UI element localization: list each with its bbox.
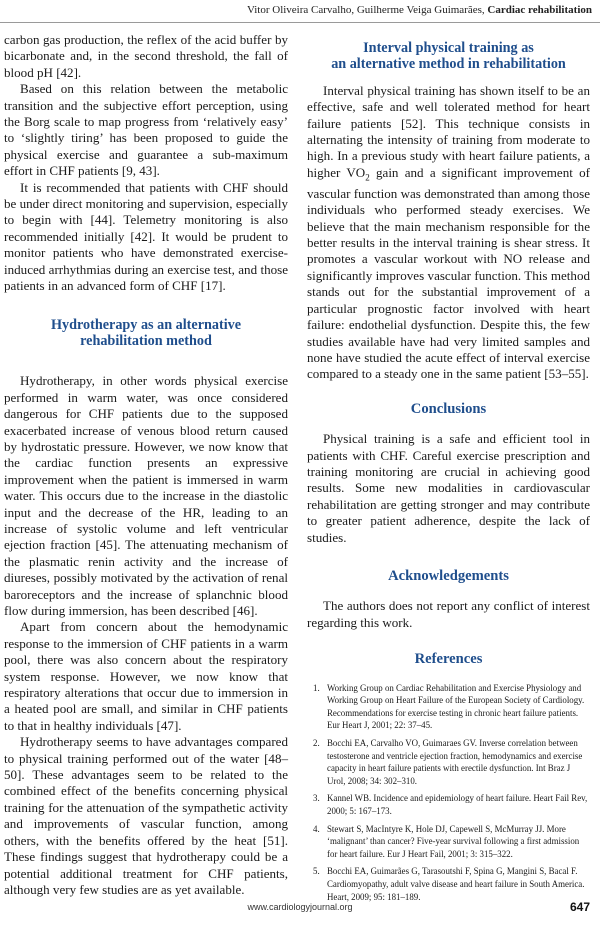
- reference-number: 5.: [313, 866, 320, 877]
- references-heading: References: [414, 651, 483, 668]
- header-text: [247, 4, 592, 16]
- reference-item: [307, 682, 590, 732]
- reference-list: [307, 682, 590, 904]
- left-column: [4, 32, 288, 898]
- interval-heading-line1: Interval physical training as: [363, 40, 534, 56]
- reference-text: Bocchi EA, Guimarães G, Tarasoutshi F, Spina G, Mangini S, Bacal F. Cardiomyopathy, adult valve disease and heart failure in South America. Heart, 2009; 95: 181–189.: [327, 866, 585, 902]
- interval-training-heading: [307, 40, 590, 73]
- reference-item: [307, 823, 590, 861]
- body-paragraph: It is recommended that patients with CHF should be under direct monitoring and supervision, especially to begin with [44]. Telemetry monitoring is also recommended initially [42]. It would be prudent to monitor patients who have demonstrated exercise-induced arrhythmias during an exercise test, and those patients in an advanced form of CHF [17].: [4, 179, 288, 294]
- reference-text: Bocchi EA, Carvalho VO, Guimaraes GV. Inverse correlation between testosterone and ventricle ejection fraction, hemodynamics and exercise capacity in heart failure patients with erectile dysfunction. Int Braz J Urol, 2008; 34: 302–310.: [327, 737, 583, 786]
- interval-text-part2: gain and a significant improvement of vascular function was demonstrated than among those individuals who performed steady exercises. We believe that the main mechanism responsible for the better results in the interval training is shear stress. It promotes a vascular workout with NO release and significantly improves vascular function. This method stands out for the substantial improvement of a particular prognostic factor involved with heart failure: endothelial dysfunction. Despite this, the few studies available have had very limited samples and none have studied the acute effect of interval exercise compared to a steady one in the same patient [53–55].: [307, 164, 590, 382]
- body-paragraph: Apart from concern about the hemodynamic response to the immersion of CHF patients in a warm pool, there was also concern about the respiratory system response. However, we now know that respiratory alterations that occur due to immersion in a heated pool are small, and similar in CHF patients to that in healthy individuals [47].: [4, 619, 288, 733]
- reference-item: [307, 865, 590, 903]
- reference-text: Stewart S, MacIntyre K, Hole DJ, Capewell S, McMurray JJ. More ‘malignant’ than cancer? Five-year survival following a first admission for heart failure. Eur J Heart Fail, 2001; 3: 315–322.: [327, 823, 580, 859]
- hydrotherapy-heading-line2: rehabilitation method: [80, 332, 212, 349]
- vo2-subscript: 2: [365, 172, 370, 183]
- journal-url: www.cardiologyjournal.org: [247, 902, 353, 912]
- reference-text: Working Group on Cardiac Rehabilitation and Exercise Physiology and Working Group on Heart Failure of the European Society of Cardiology. Recommendations for exercise testing in chronic heart failure patients. Eur Heart J, 2001; 22: 37–45.: [327, 682, 585, 731]
- interval-text-part1: Interval physical training has shown itself to be an effective, safe and well tolerated method for heart failure patients [52]. This technique consists in alternating the intensity of training from moderate to high. In a previous study with heart failure patients, a higher VO: [307, 82, 590, 180]
- body-paragraph: carbon gas production, the reflex of the acid buffer by bicarbonate and, in the second threshold, the fall of blood pH [42].: [4, 32, 288, 80]
- running-header: [0, 0, 600, 23]
- reference-number: 2.: [313, 737, 320, 748]
- reference-number: 1.: [313, 682, 320, 693]
- body-paragraph: Physical training is a safe and efficient tool in patients with CHF. Careful exercise prescription and training monitoring are crucial in achieving good results. Some new modalities in cardiovascular rehabilitation are getting stronger and may contribute to greater patient adherence, despite the lack of studies.: [307, 431, 590, 545]
- conclusions-heading: Conclusions: [410, 400, 487, 417]
- reference-item: [307, 737, 590, 787]
- acknowledgements-heading: Acknowledgements: [388, 567, 509, 584]
- page-number: 647: [569, 900, 590, 914]
- header-authors: Vitor Oliveira Carvalho, Guilherme Veiga Guimarães,: [246, 4, 485, 16]
- body-paragraph: Hydrotherapy, in other words physical exercise performed in warm water, was once considered dangerous for CHF patients due to the supposed exacerbated increase of venous blood return caused by hydrostatic pressure. However, we now know that the cardiac function presents an expressive improvement when the patient is immersed in warm water. This occurs due to the increase in the diastolic input and the decrease of the HR, leading to an increase of systolic volume and left ventricular ejection fraction [45]. The attenuating mechanism of the plasmatic renin activity and the increase of diureses, possibly motivated by the activation of renal baroreceptors and the increase of splanchnic blood flow during immersion, has been described [46].: [4, 373, 288, 618]
- hydrotherapy-heading: [4, 317, 288, 350]
- body-paragraph: [307, 83, 590, 383]
- body-paragraph: Hydrotherapy seems to have advantages compared to physical training performed out of the water [48–50]. These advantages seem to be related to the combined effect of the benefits concerning physical training for the attenuation of the sympathetic activity and improvements of vascular function, among others, with the benefits offered by the heat [51]. These findings suggest that hydrotherapy could be a potential additional treatment for CHF patients, although very few studies are as yet available.: [4, 734, 288, 897]
- interval-heading-line2: an alternative method in rehabilitation: [331, 56, 566, 73]
- reference-text: Kannel WB. Incidence and epidemiology of heart failure. Heart Fail Rev, 2000; 5: 167–173.: [327, 793, 588, 816]
- hydrotherapy-heading-line1: Hydrotherapy as an alternative: [50, 316, 242, 333]
- body-paragraph: Based on this relation between the metabolic transition and the subjective effort perception, using the Borg scale to map progress from ‘relatively easy’ to ‘slightly tiring’ has been proposed to guide the physical exercise and guarantee a sub-maximum effort in CHF patients [9, 43].: [4, 81, 288, 179]
- reference-item: [307, 792, 590, 817]
- reference-number: 4.: [313, 823, 320, 834]
- right-column: [307, 32, 590, 908]
- reference-number: 3.: [313, 793, 320, 804]
- body-paragraph: The authors does not report any conflict of interest regarding this work.: [307, 598, 590, 630]
- header-journal-title: Cardiac rehabilitation: [487, 4, 592, 16]
